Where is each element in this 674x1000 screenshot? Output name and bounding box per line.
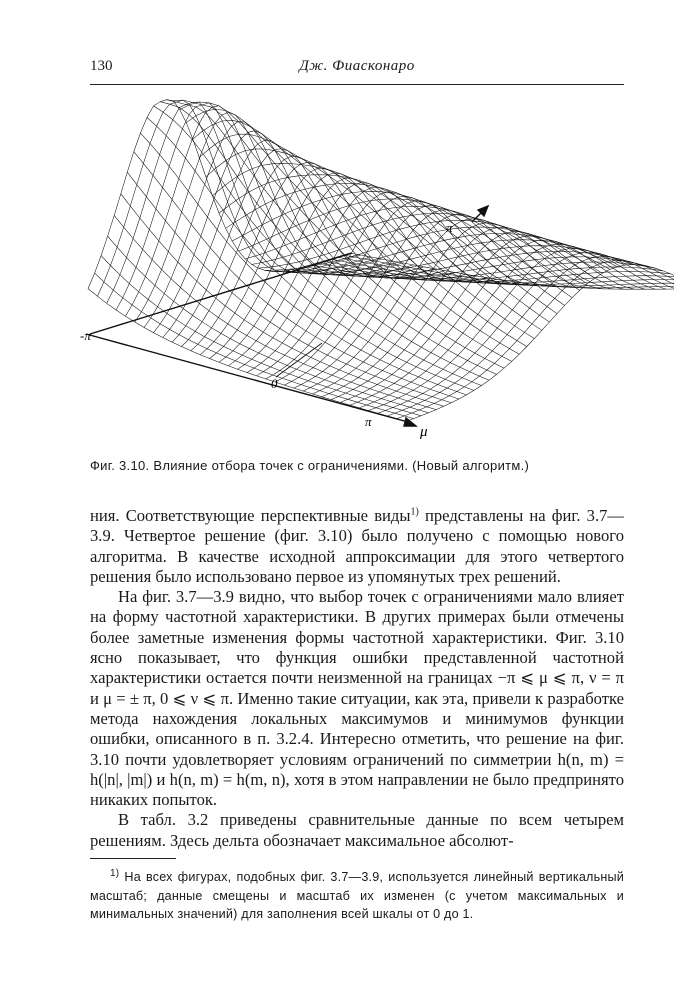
mesh-line-nu (160, 102, 489, 381)
mesh-line-nu (108, 236, 429, 413)
paragraph-2: На фиг. 3.7—3.9 видно, что выбор точек с ограничениями мало влияет на форму частотной характеристики. В других примерах были отмечены более заметные изменения формы частотной характеристики. Фиг. 3.10 ясно показывает, что функция ошибки представленной частотной характеристики остается почти неизменной на границах −π ⩽ μ ⩽ π, ν = π и μ = ± π, 0 ⩽ ν ⩽ π. Именно такие ситуации, как эта, привели к разработке метода нахождения локальных максимумов и минимумов функции ошибки, описанного в п. 3.2.4. Интересно отметить, что решение на фиг. 3.10 почти удовлетворяет условиям ограничений по симметрии h(n, m) = h(|n|, |m|) и h(n, m) = h(m, n), хотя в этом направлении не было предпринято никаких попыток. (90, 587, 624, 810)
mesh-line-nu (193, 120, 527, 346)
mesh-line-mu (294, 214, 582, 388)
paragraph-3: В табл. 3.2 приведены сравнительные данные по всем четырем решениям. Здесь дельта обозначает максимальное абсолют- (90, 810, 624, 850)
figure-caption: Фиг. 3.10. Влияние отбора точек с ограничениями. (Новый алгоритм.) (90, 458, 530, 473)
mu-arrowhead (404, 418, 416, 426)
paragraph-1-rest: представлены на фиг. 3.7—3.9. Четвертое решение (фиг. 3.10) было получено с помощью нового алгоритма. В качестве исходной аппроксимации для этого четвертого решения было использовано первое из упомянутых трех решений. (90, 506, 624, 586)
mesh-line-nu (232, 191, 572, 297)
footnote-text: На всех фигурах, подобных фиг. 3.7—3.9, используется линейный вертикальный масштаб; данные смещены и масштаб их изменен (с учетом максимальных и минимальных значений) для заполнения всей шкалы от 0 до 1. (90, 870, 624, 922)
mesh-line-nu (180, 102, 512, 361)
figure-3-10 (80, 88, 624, 450)
mesh-line-mu (369, 248, 666, 410)
page-number: 130 (90, 58, 113, 74)
label-pi-nu: π (446, 220, 453, 235)
header-rule (90, 84, 624, 85)
footnote-ref[interactable]: 1) (410, 506, 419, 518)
mesh-line-nu (212, 163, 549, 322)
surface-plot (80, 88, 624, 450)
mesh-line-mu (200, 168, 476, 355)
footnote (90, 868, 624, 924)
body-text (90, 506, 624, 851)
mesh-line-mu (144, 122, 413, 328)
mesh-line-nu (199, 134, 534, 339)
mesh-line-nu (140, 133, 466, 395)
paragraph-1-start: ния. Соответствующие перспективные виды (90, 506, 411, 525)
page-header (90, 58, 624, 80)
footnote-rule (90, 858, 176, 859)
footnote-mark: 1) (110, 867, 120, 879)
mesh-line-mu (116, 103, 382, 310)
paragraph-1 (90, 506, 624, 587)
label-pi-mu: π (365, 414, 372, 429)
mesh-line-nu (317, 263, 670, 282)
label-zero: 0 (271, 376, 278, 391)
label-neg-pi: -π (80, 328, 91, 343)
mesh-line-mu (256, 196, 539, 375)
label-mu: μ (420, 424, 428, 440)
running-head: Дж. Фиасконаро (299, 58, 415, 74)
